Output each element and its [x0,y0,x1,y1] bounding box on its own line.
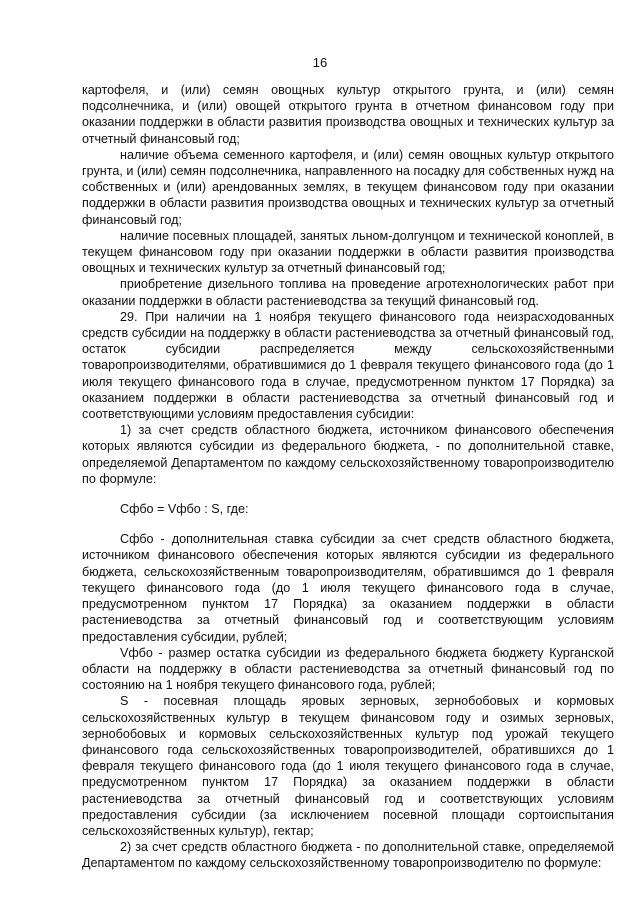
formula-sfbo: Сфбо = Vфбо : S, где: [120,502,249,517]
paragraph-continuation: картофеля, и (или) семян овощных культур открытого грунта, и (или) семян подсолнечника, и (или) овощей открытого грунта в отчетном финансовом году при оказании поддержки в области развития производства овощных и технических культур за отчетный финансовый год; [82,83,614,146]
page-number: 16 [312,55,328,70]
definition-s: S - посевная площадь яровых зерновых, зернобобовых и кормовых сельскохозяйственных культур в текущем финансовом году и озимых зерновых, зернобобовых и кормовых сельскохозяйственных культур под урожай текущего финансового года сельскохозяйственных товаропроизводителей, обратившихся до 1 февраля текущего финансового года (до 1 июля текущего финансового года в случае, предусмотренном пунктом 17 Порядка) за оказанием поддержки в области растениеводства за отчетный финансовый год и соответствующих условиям предоставления субсидии (за исключением посевной площади сортоиспытания сельскохозяйственных культур), гектар; [82,694,614,838]
paragraph-subitem-1: 1) за счет средств областного бюджета, источником финансового обеспечения которых являются субсидии из федерального бюджета, - по дополнительной ставке, определяемой Департаментом по каждому сельскохозяйственному товаропроизводителю по формуле: [82,423,614,486]
paragraph-subitem-2: 2) за счет средств областного бюджета - по дополнительной ставке, определяемой Департаментом по каждому сельскохозяйственному товаропроизводителю по формуле: [82,840,614,871]
paragraph-seed-volume: наличие объема семенного картофеля, и (или) семян овощных культур открытого грунта, и (или) семян подсолнечника, направленного на посадку для собственных нужд на собственных и (или) арендованных землях, в текущем финансовом году при оказании поддержки в области развития производства овощных и технических культур за отчетный финансовый год; [82,147,614,227]
document-body [82,82,614,872]
definition-sfbo: Сфбо - дополнительная ставка субсидии за счет средств областного бюджета, источником финансового обеспечения которых являются субсидии из федерального бюджета, сельскохозяйственным товаропроизводителям, обратившимся до 1 февраля текущего финансового года (до 1 июля текущего финансового года в случае, предусмотренном пунктом 17 Порядка) за оказанием поддержки в области растениеводства за отчетный финансовый год и соответствующим условиям предоставления субсидии, рублей; [82,532,614,644]
paragraph-flax-areas: наличие посевных площадей, занятых льном-долгунцом и технической коноплей, в текущем финансовом году при оказании поддержки в области развития производства овощных и технических культур за отчетный финансовый год; [82,228,614,276]
definition-vfbo: Vфбо - размер остатка субсидии из федерального бюджета бюджету Курганской области на поддержку в области растениеводства за отчетный финансовый год по состоянию на 1 ноября текущего финансового года, рублей; [82,645,614,693]
paragraph-diesel: приобретение дизельного топлива на проведение агротехнологических работ при оказании поддержки в области растениеводства за текущий финансовый год. [82,277,614,308]
paragraph-item-29: 29. При наличии на 1 ноября текущего финансового года неизрасходованных средств субсидии на поддержку в области растениеводства за отчетный финансовый год, остаток субсидии распределяется между сельскохозяйственными товаропроизводителями, обратившимися до 1 февраля текущего финансового года (до 1 июля текущего финансового года в случае, предусмотренном пунктом 17 Порядка) за оказанием поддержки в области растениеводства за отчетный финансовый год и соответствующими условиям предоставления субсидии: [82,309,614,422]
